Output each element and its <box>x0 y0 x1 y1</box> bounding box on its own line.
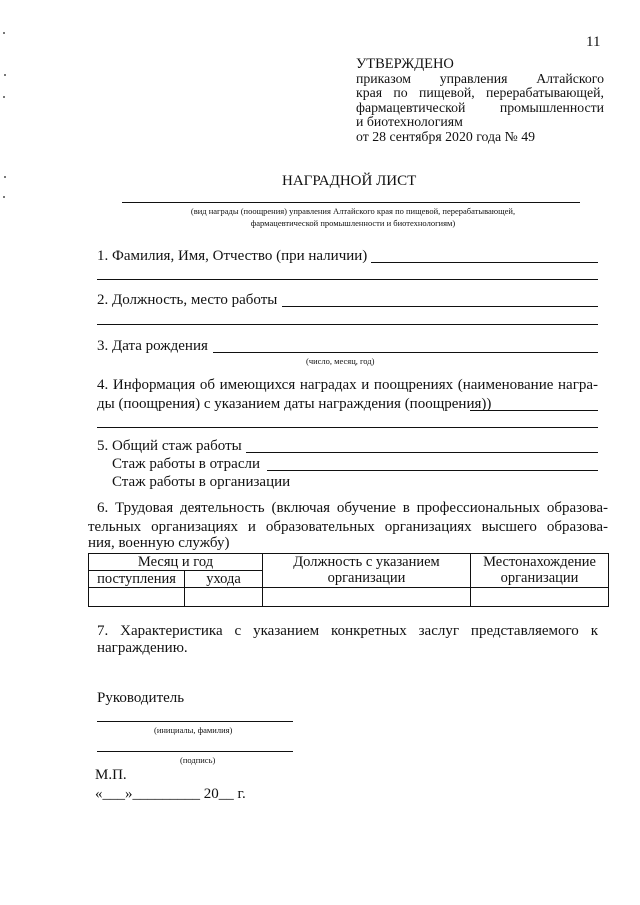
head-label: Руководитель <box>97 690 185 706</box>
work-history-label: 6. Трудовая деятельность (включая обучение в профессиональных образова- <box>97 500 608 516</box>
page-number: 11 <box>586 34 601 50</box>
position-field[interactable] <box>282 306 598 307</box>
approval-block <box>356 57 604 144</box>
experience-org-label: Стаж работы в организации <box>112 474 291 490</box>
awards-field[interactable] <box>470 410 598 411</box>
leaving-column-header: ухода <box>185 571 263 588</box>
stamp-label: М.П. <box>95 767 127 783</box>
month-year-header: Месяц и год <box>89 554 263 571</box>
experience-total-field[interactable] <box>246 452 598 453</box>
full-name-field[interactable] <box>371 262 598 263</box>
work-history-label-end: ния, военную службу) <box>88 535 230 551</box>
full-name-field-extra[interactable] <box>97 279 598 280</box>
award-type-caption: (вид награды (поощрения) управления Алтайского края по пищевой, перерабатывающей, <box>190 206 516 216</box>
position-field-extra[interactable] <box>97 324 598 325</box>
location-column-header: Местонахождение организации <box>471 554 609 588</box>
date-field[interactable]: «___»_________ 20__ г. <box>95 786 246 802</box>
leaving-cell[interactable] <box>185 588 263 607</box>
approval-line: фармацевтической промышленности <box>356 99 604 115</box>
experience-total-label: 5. Общий стаж работы <box>97 438 242 454</box>
full-name-label: 1. Фамилия, Имя, Отчество (при наличии) <box>97 248 368 264</box>
birth-date-hint: (число, месяц, год) <box>306 356 375 366</box>
experience-industry-field[interactable] <box>267 470 598 471</box>
scan-artifact <box>4 74 6 76</box>
initials-field[interactable] <box>97 721 293 722</box>
work-history-label-cont: тельных организациях и образовательных организациях высшего образова- <box>88 519 608 535</box>
position-cell[interactable] <box>263 588 471 607</box>
scan-artifact <box>3 196 5 198</box>
characteristic-label-cont: награждению. <box>97 640 188 656</box>
awards-label: 4. Информация об имеющихся наградах и поощрениях (наименование награ- <box>97 377 598 393</box>
signature-field[interactable] <box>97 751 293 752</box>
initials-hint: (инициалы, фамилия) <box>154 725 233 735</box>
approval-line: приказом управления Алтайского <box>356 70 604 86</box>
awards-label-cont: ды (поощрения) с указанием даты награждения (поощрения)) <box>97 396 492 412</box>
approval-heading: УТВЕРЖДЕНО <box>356 56 454 72</box>
scan-artifact <box>4 176 6 178</box>
location-cell[interactable] <box>471 588 609 607</box>
approval-date: от 28 сентября 2020 года № 49 <box>356 128 536 144</box>
characteristic-label: 7. Характеристика с указанием конкретных заслуг представляемого к <box>97 623 598 639</box>
document-title: НАГРАДНОЙ ЛИСТ <box>282 173 417 189</box>
admission-column-header: поступления <box>89 571 185 588</box>
scan-artifact <box>3 96 5 98</box>
admission-cell[interactable] <box>89 588 185 607</box>
awards-field-extra[interactable] <box>97 427 598 428</box>
position-column-header: Должность с указанием организации <box>263 554 471 588</box>
position-label: 2. Должность, место работы <box>97 292 278 308</box>
award-type-line[interactable] <box>122 202 580 203</box>
approval-line: края по пищевой, перерабатывающей, <box>356 85 604 100</box>
scan-artifact <box>3 32 5 34</box>
award-type-caption: фармацевтической промышленности и биотехнологиям) <box>250 218 456 228</box>
signature-hint: (подпись) <box>180 755 216 765</box>
experience-industry-label: Стаж работы в отрасли <box>112 456 260 472</box>
approval-line: и биотехнологиям <box>356 114 463 129</box>
birth-date-label: 3. Дата рождения <box>97 338 208 354</box>
work-history-table <box>88 553 609 607</box>
birth-date-field[interactable] <box>213 352 598 353</box>
